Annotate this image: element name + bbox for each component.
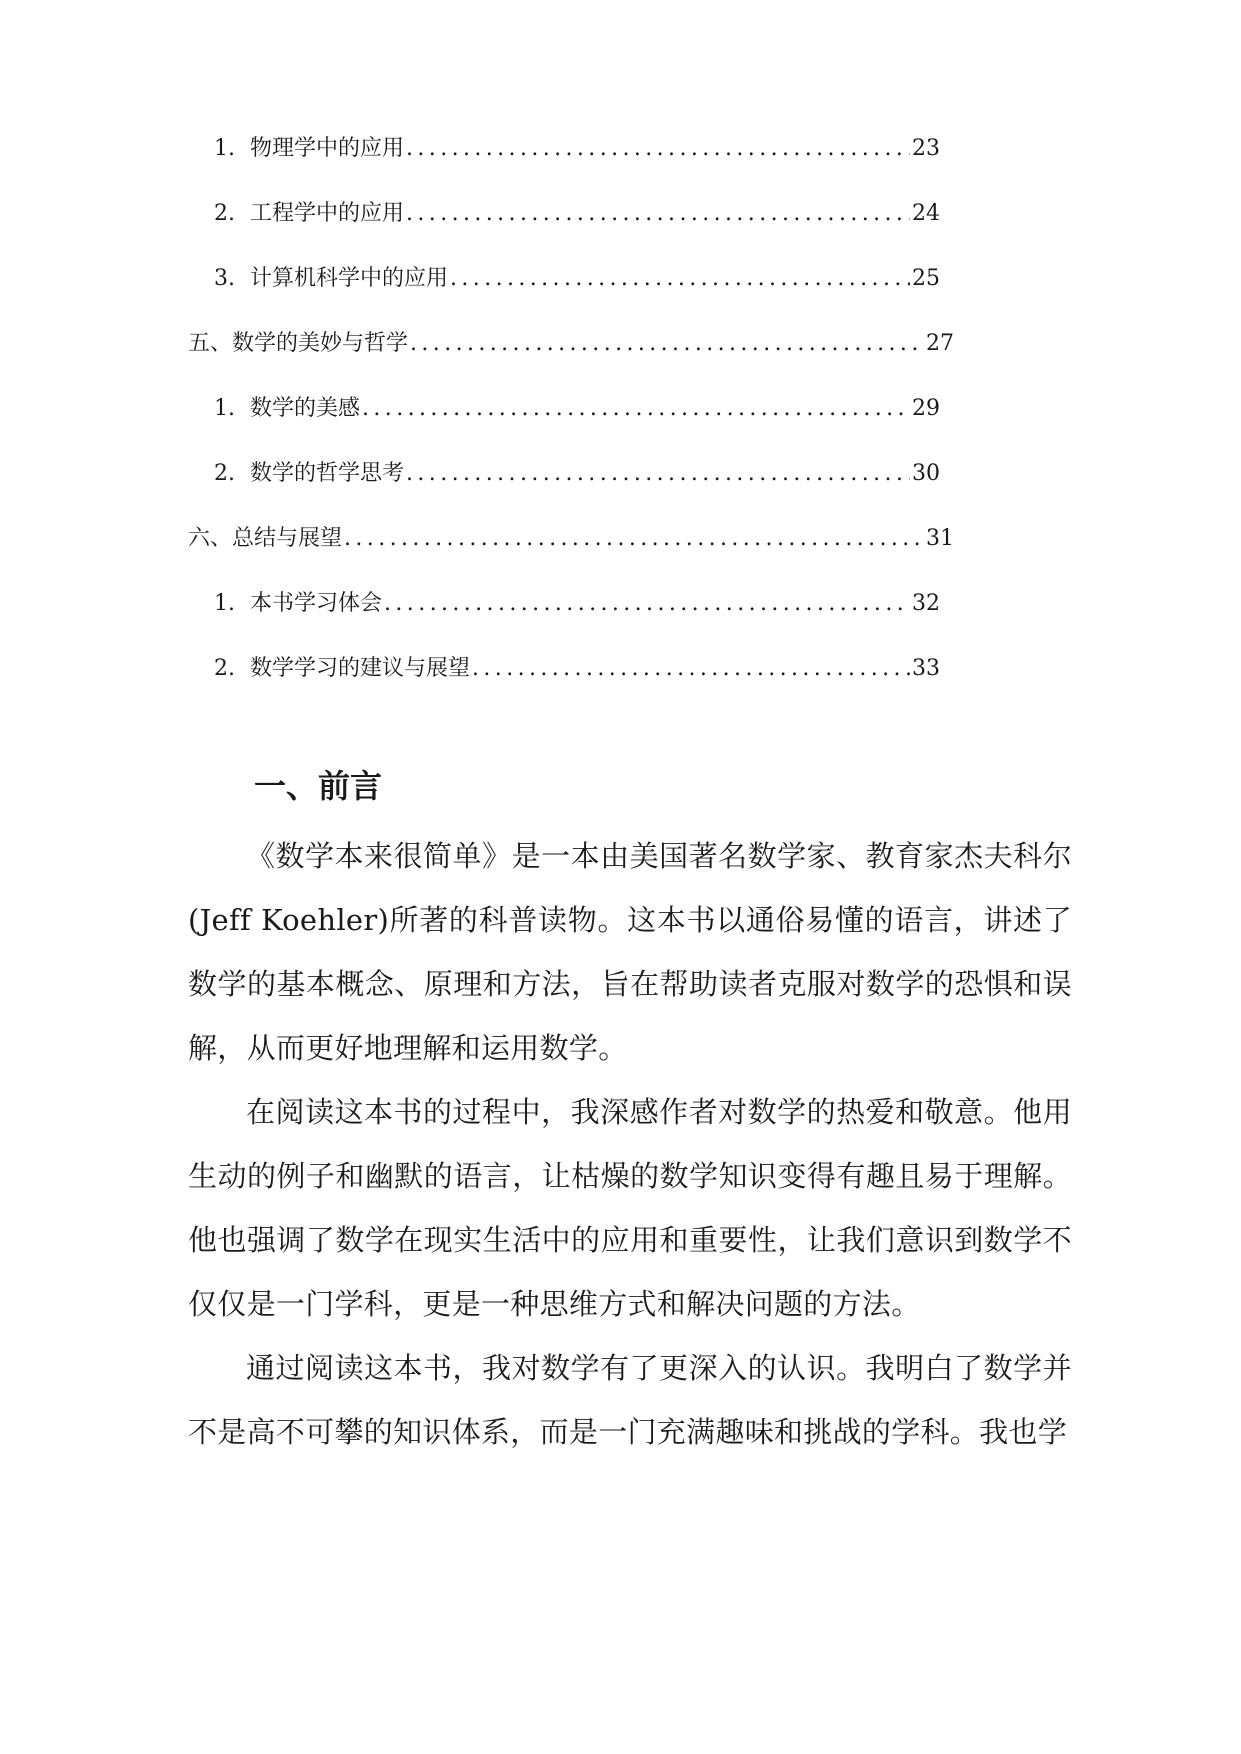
toc-entry-number: 1.	[214, 396, 235, 421]
toc-entry-page: 30	[912, 461, 940, 486]
toc-entry[interactable]	[214, 199, 940, 229]
toc-dot-leader	[362, 394, 910, 424]
toc-entry-title: 数学的哲学思考	[250, 461, 405, 486]
toc-entry-title: 五、数学的美妙与哲学	[188, 331, 409, 356]
toc-entry-page: 29	[912, 396, 940, 421]
toc-entry-title: 物理学中的应用	[250, 136, 405, 161]
toc-entry-number: 1.	[214, 136, 235, 161]
toc-entry-chapter[interactable]	[188, 524, 954, 554]
toc-entry-title: 数学的美感	[250, 396, 361, 421]
toc-entry-title: 数学学习的建议与展望	[250, 656, 471, 681]
toc-dot-leader	[344, 524, 924, 554]
toc-entry-page: 32	[912, 591, 940, 616]
toc-dot-leader	[406, 459, 910, 489]
toc-entry-number: 2.	[214, 461, 235, 486]
toc-entry-number: 2.	[214, 656, 235, 681]
toc-entry[interactable]	[214, 264, 940, 294]
toc-entry[interactable]	[214, 459, 940, 489]
toc-dot-leader	[406, 199, 910, 229]
toc-entry-page: 31	[926, 526, 954, 551]
toc-entry-page: 24	[912, 201, 940, 226]
toc-entry-chapter[interactable]	[188, 329, 954, 359]
toc-dot-leader	[410, 329, 924, 359]
toc-entry[interactable]	[214, 134, 940, 164]
toc-entry[interactable]	[214, 654, 940, 684]
toc-entry-page: 25	[912, 266, 940, 291]
toc-entry-title: 工程学中的应用	[250, 201, 405, 226]
section-body	[188, 824, 1072, 1464]
toc-entry-page: 23	[912, 136, 940, 161]
toc-entry-page: 27	[926, 331, 954, 356]
paragraph: 通过阅读这本书，我对数学有了更深入的认识。我明白了数学并不是高不可攀的知识体系，而是一门充满趣味和挑战的学科。我也学	[188, 1351, 1072, 1449]
toc-entry-title: 本书学习体会	[250, 591, 383, 616]
toc-dot-leader	[450, 264, 910, 294]
toc-entry-number: 1.	[214, 591, 235, 616]
toc-entry-number: 3.	[214, 266, 235, 291]
toc-dot-leader	[384, 589, 910, 619]
toc-entry[interactable]	[214, 394, 940, 424]
toc-entry-number: 2.	[214, 201, 235, 226]
paragraph: 《数学本来很简单》是一本由美国著名数学家、教育家杰夫科尔(Jeff Koehler)所著的科普读物。这本书以通俗易懂的语言，讲述了数学的基本概念、原理和方法，旨在帮助读者克服对数学的恐惧和误解，从而更好地理解和运用数学。	[188, 839, 1072, 1065]
toc-entry-page: 33	[912, 656, 940, 681]
toc-dot-leader	[472, 654, 910, 684]
toc-entry[interactable]	[214, 589, 940, 619]
paragraph: 在阅读这本书的过程中，我深感作者对数学的热爱和敬意。他用生动的例子和幽默的语言，让枯燥的数学知识变得有趣且易于理解。他也强调了数学在现实生活中的应用和重要性，让我们意识到数学不仅仅是一门学科，更是一种思维方式和解决问题的方法。	[188, 1095, 1072, 1321]
toc-dot-leader	[406, 134, 910, 164]
section-heading: 一、前言	[254, 767, 383, 805]
toc-entry-title: 计算机科学中的应用	[250, 266, 449, 291]
toc-entry-title: 六、总结与展望	[188, 526, 343, 551]
